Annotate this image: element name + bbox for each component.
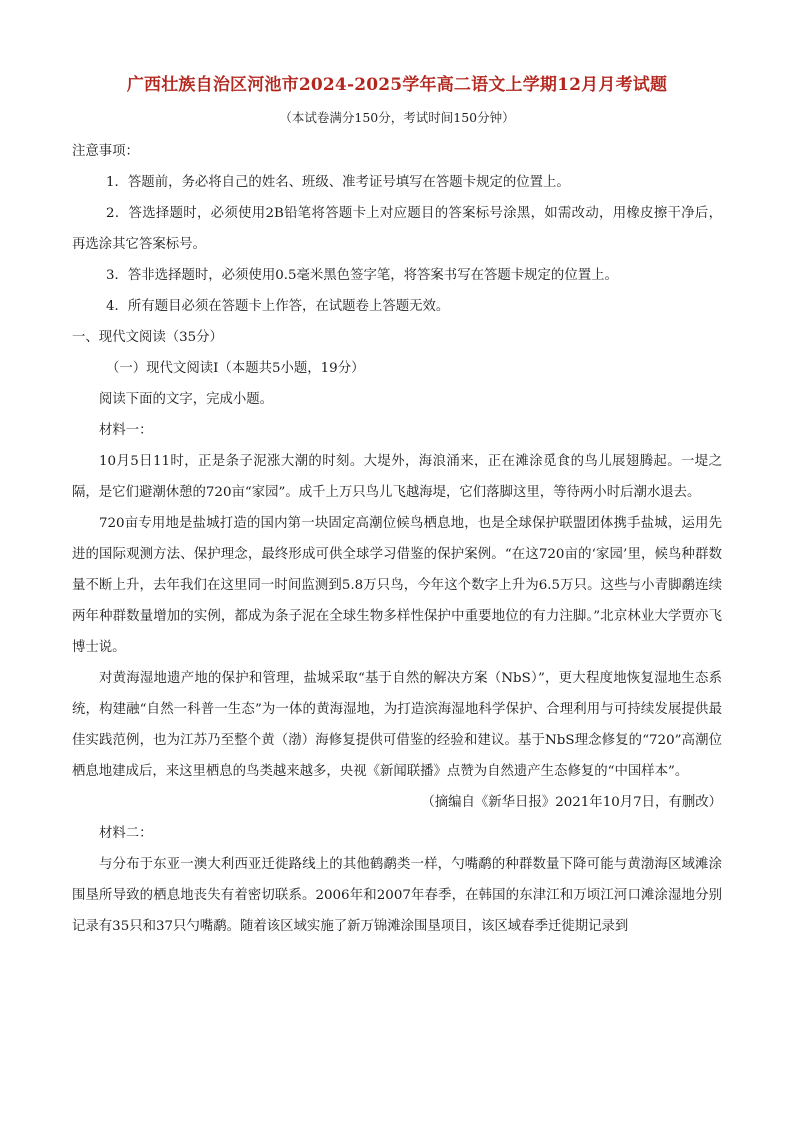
material-2-paragraph: 与分布于东亚一澳大利西亚迁徙路线上的其他鹤鹬类一样，勺嘴鹬的种群数量下降可能与黄渤海区域滩涂围垦所导致的栖息地丧失有着密切联系。2006年和2007年春季，在韩国的东津江和万顷江河口滩涂湿地分别记录有35只和37只勺嘴鹬。随着该区域实施了新万锦滩涂围垦项目，该区域春季迁徙期记录到	[72, 857, 722, 934]
exam-body	[72, 136, 722, 942]
exam-subtitle: （本试卷满分150分，考试时间150分钟）	[279, 110, 515, 125]
subsection-heading: （一）现代文阅读Ⅰ（本题共5小题，19分）	[106, 361, 365, 376]
notice-item-1: 1．答题前，务必将自己的姓名、班级、准考证号填写在答题卡规定的位置上。	[106, 175, 570, 190]
reading-instruction: 阅读下面的文字，完成小题。	[99, 392, 274, 407]
notice-item-2: 2．答选择题时，必须使用2B铅笔将答题卡上对应题目的答案标号涂黑，如需改动，用橡皮擦干净后，再选涂其它答案标号。	[72, 206, 722, 252]
material-1-label: 材料一：	[99, 423, 153, 438]
section-heading: 一、现代文阅读（35分）	[72, 330, 223, 345]
material-1-paragraph: 对黄海湿地遗产地的保护和管理，盐城采取“基于自然的解决方案（NbS）”，更大程度地恢复湿地生态系统，构建融“自然一科普一生态”为一体的黄海湿地，为打造滨海湿地科学保护、合理利用与可持续发展提供最佳实践范例，也为江苏乃至整个黄（渤）海修复提供可借鉴的经验和建议。基于NbS理念修复的“720”高潮位栖息地建成后，来这里栖息的鸟类越来越多，央视《新闻联播》点赞为自然遗产生态修复的“中国样本”。	[72, 671, 722, 779]
notice-item-3: 3．答非选择题时，必须使用0.5毫米黑色签字笔，将答案书写在答题卡规定的位置上。	[106, 268, 618, 283]
material-1-paragraph: 10月5日11时，正是条子泥涨大潮的时刻。大堤外，海浪涌来，正在滩涂觅食的鸟儿展翅腾起。一堤之隔，是它们避潮休憩的720亩“家园”。成千上万只鸟儿飞越海堤，它们落脚这里，等待两小时后潮水退去。	[72, 454, 722, 500]
material-1-source: （摘编自《新华日报》2021年10月7日，有删改）	[421, 795, 722, 810]
material-1-paragraph: 720亩专用地是盐城打造的国内第一块固定高潮位候鸟栖息地，也是全球保护联盟团体携手盐城，运用先进的国际观测方法、保护理念，最终形成可供全球学习借鉴的保护案例。“在这720亩的‘家园’里，候鸟种群数量不断上升，去年我们在这里同一时间监测到5.8万只鸟，今年这个数字上升为6.5万只。这些与小青脚鹬连续两年种群数量增加的实例，都成为条子泥在全球生物多样性保护中重要地位的有力注脚。”北京林业大学贾亦飞博士说。	[72, 516, 722, 655]
material-2-label: 材料二：	[99, 826, 153, 841]
notice-heading: 注意事项：	[72, 144, 139, 159]
exam-title: 广西壮族自治区河池市2024-2025学年高二语文上学期12月月考试题	[126, 75, 668, 95]
notice-item-4: 4．所有题目必须在答题卡上作答，在试题卷上答题无效。	[106, 299, 450, 314]
